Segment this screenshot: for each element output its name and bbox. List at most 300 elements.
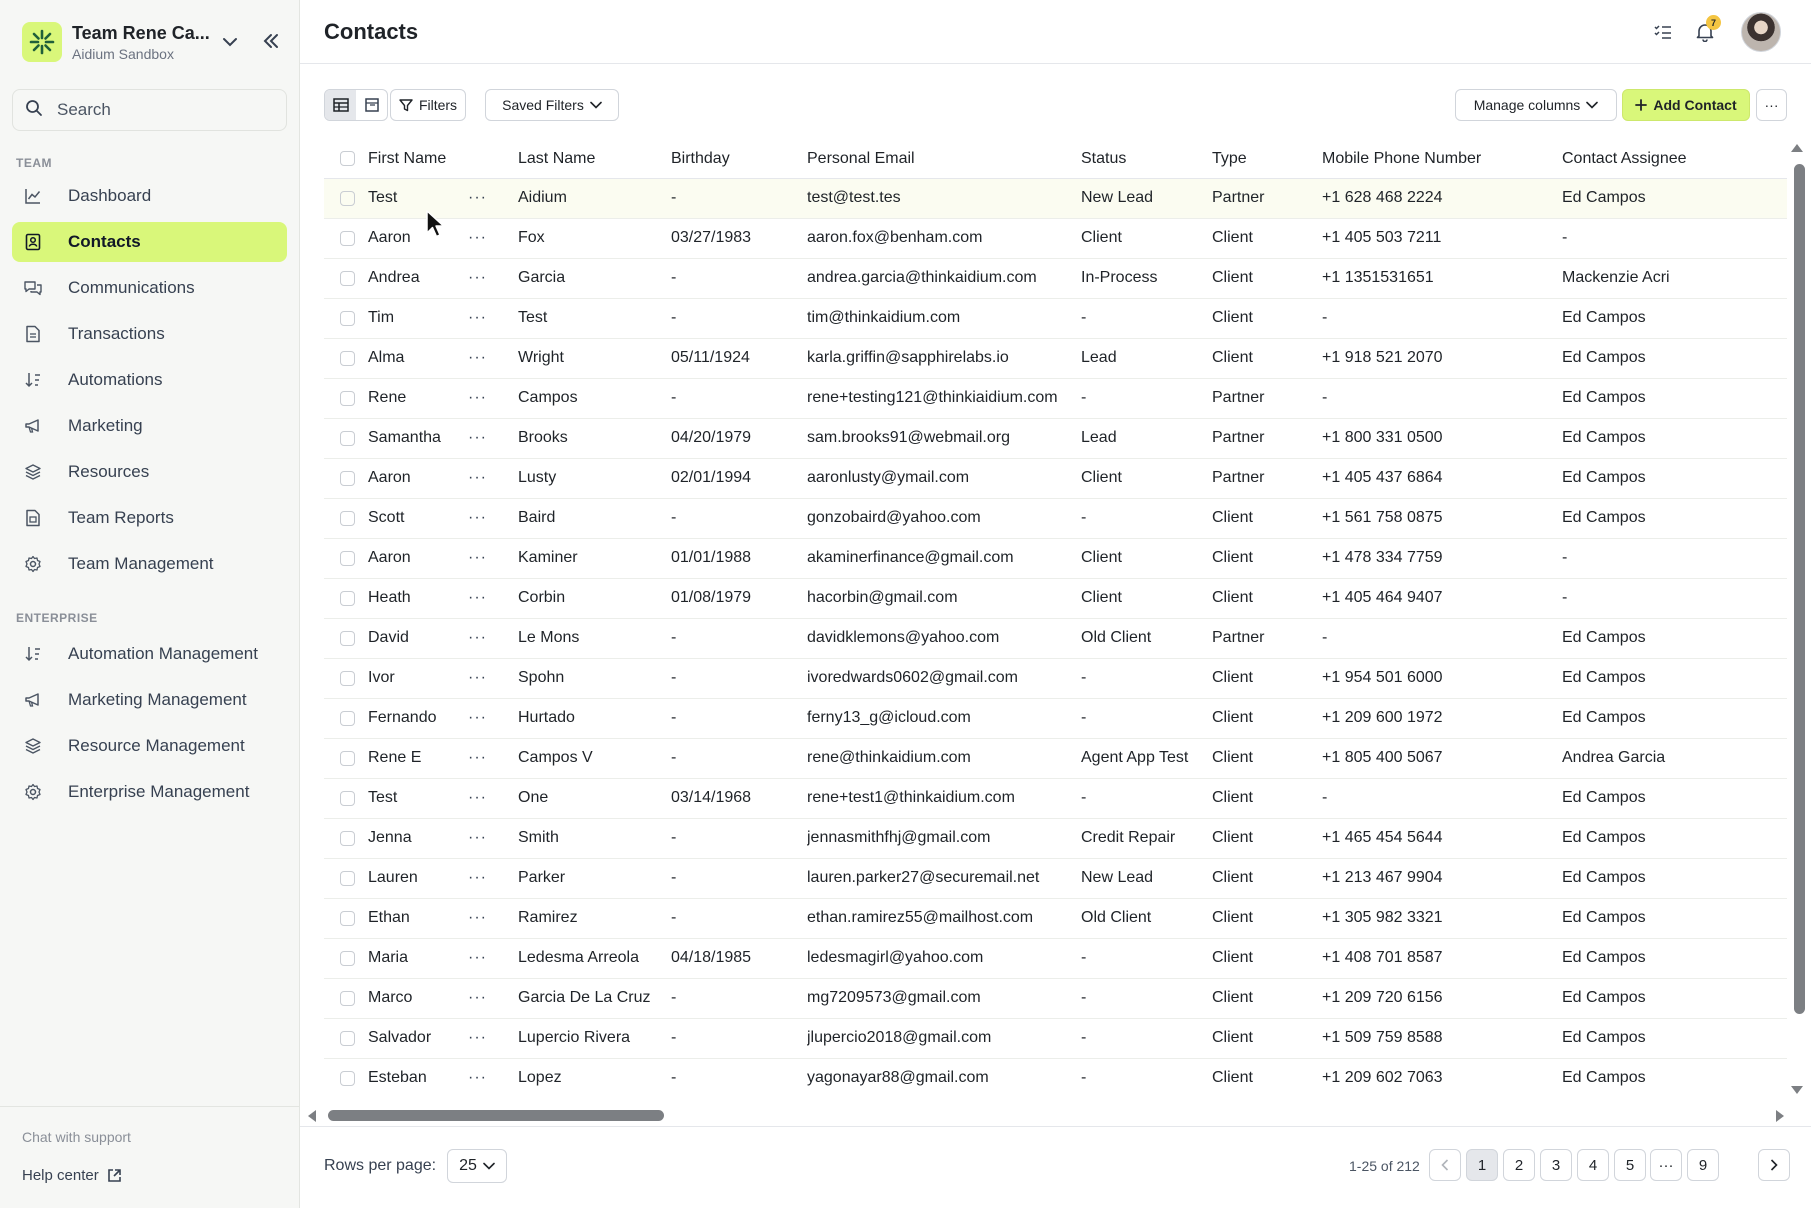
table-cell: 03/14/1968 [671, 778, 807, 818]
table-row[interactable] [324, 218, 1787, 258]
table-cell: Client [1212, 1018, 1322, 1058]
column-header-spacer [468, 140, 518, 178]
table-cell: Client [1212, 298, 1322, 338]
horizontal-scroll-thumb[interactable] [328, 1110, 664, 1121]
table-cell: Ed Campos [1562, 378, 1787, 418]
chevron-left-icon [1441, 1159, 1449, 1171]
sidebar-item-transactions[interactable] [12, 314, 287, 354]
prev-page-button[interactable] [1429, 1149, 1461, 1181]
sidebar-item-contacts[interactable] [12, 222, 287, 262]
row-actions-icon[interactable]: ··· [468, 869, 487, 886]
chevron-down-icon[interactable] [220, 32, 240, 52]
sidebar [0, 0, 300, 1208]
page-button[interactable]: 2 [1503, 1149, 1535, 1181]
table-cell: Aaron [368, 218, 468, 258]
team-switcher[interactable] [22, 20, 292, 64]
table-cell: Scott [368, 498, 468, 538]
table-cell: Partner [1212, 458, 1322, 498]
chat-support-link[interactable]: Chat with support [22, 1129, 131, 1145]
row-select-cell [324, 1018, 368, 1058]
table-cell: - [671, 1058, 807, 1096]
table-cell: tim@thinkaidium.com [807, 298, 1081, 338]
table-cell: - [1081, 978, 1212, 1018]
table-row[interactable] [324, 378, 1787, 418]
sidebar-item-label: Team Management [68, 554, 214, 573]
table-row[interactable] [324, 1018, 1787, 1058]
sidebar-item-dashboard[interactable] [12, 176, 287, 216]
table-cell: New Lead [1081, 178, 1212, 218]
row-actions-cell [468, 738, 518, 778]
table-cell: - [1081, 938, 1212, 978]
table-toolbar [324, 89, 1787, 121]
table-cell: +1 209 600 1972 [1322, 698, 1562, 738]
sidebar-item-label: Automations [68, 370, 163, 389]
row-select-cell [324, 818, 368, 858]
report-icon [22, 507, 44, 529]
table-cell: - [1322, 778, 1562, 818]
row-select-cell [324, 498, 368, 538]
table-cell: +1 405 464 9407 [1322, 578, 1562, 618]
column-header[interactable]: Mobile Phone Number [1322, 140, 1562, 178]
row-checkbox[interactable] [340, 271, 355, 286]
table-cell: +1 305 982 3321 [1322, 898, 1562, 938]
row-checkbox[interactable] [340, 831, 355, 846]
table-cell: Partner [1212, 178, 1322, 218]
table-cell: Client [1212, 1058, 1322, 1096]
card-view-icon[interactable] [356, 90, 387, 120]
table-cell: In-Process [1081, 258, 1212, 298]
page-button[interactable]: 3 [1540, 1149, 1572, 1181]
enterprise-nav [12, 634, 287, 818]
table-cell: Aaron [368, 458, 468, 498]
page-button[interactable]: 5 [1614, 1149, 1646, 1181]
row-actions-icon[interactable]: ··· [468, 749, 487, 766]
row-actions-icon[interactable]: ··· [468, 269, 487, 286]
table-cell: Partner [1212, 418, 1322, 458]
add-contact-button[interactable] [1622, 89, 1750, 121]
table-cell: +1 405 503 7211 [1322, 218, 1562, 258]
table-row[interactable] [324, 1058, 1787, 1096]
more-options-button[interactable] [1756, 89, 1787, 121]
gear-icon [22, 553, 44, 575]
row-actions-cell [468, 578, 518, 618]
row-actions-icon[interactable]: ··· [468, 349, 487, 366]
table-cell: Agent App Test [1081, 738, 1212, 778]
row-checkbox[interactable] [340, 671, 355, 686]
table-cell: Ed Campos [1562, 298, 1787, 338]
table-cell: Client [1212, 498, 1322, 538]
table-cell: +1 209 720 6156 [1322, 978, 1562, 1018]
table-cell: - [1081, 378, 1212, 418]
row-actions-cell [468, 258, 518, 298]
table-cell: Lauren [368, 858, 468, 898]
row-actions-cell [468, 418, 518, 458]
table-cell: Andrea [368, 258, 468, 298]
row-select-cell [324, 538, 368, 578]
mouse-cursor-icon [425, 209, 447, 239]
table-cell: Ed Campos [1562, 658, 1787, 698]
table-cell: ethan.ramirez55@mailhost.com [807, 898, 1081, 938]
column-header[interactable]: Birthday [671, 140, 807, 178]
page-ellipsis-button[interactable]: ··· [1650, 1149, 1682, 1181]
next-page-button[interactable] [1758, 1149, 1790, 1181]
row-actions-icon[interactable]: ··· [468, 709, 487, 726]
table-row[interactable] [324, 298, 1787, 338]
table-row[interactable] [324, 258, 1787, 298]
table-cell: Client [1212, 578, 1322, 618]
document-icon [22, 323, 44, 345]
row-checkbox[interactable] [340, 711, 355, 726]
table-row[interactable] [324, 738, 1787, 778]
table-cell: Ed Campos [1562, 938, 1787, 978]
table-cell: +1 478 334 7759 [1322, 538, 1562, 578]
table-cell: - [671, 498, 807, 538]
table-cell: Fernando [368, 698, 468, 738]
row-actions-icon[interactable]: ··· [468, 829, 487, 846]
table-cell: - [1562, 538, 1787, 578]
table-row[interactable] [324, 858, 1787, 898]
manage-columns-button[interactable] [1455, 89, 1617, 121]
row-checkbox[interactable] [340, 1031, 355, 1046]
table-cell: +1 509 759 8588 [1322, 1018, 1562, 1058]
sidebar-item-automations[interactable] [12, 360, 287, 400]
table-cell: Ed Campos [1562, 458, 1787, 498]
table-cell: jlupercio2018@gmail.com [807, 1018, 1081, 1058]
sidebar-item-label: Marketing Management [68, 690, 247, 709]
table-cell: Alma [368, 338, 468, 378]
table-row[interactable] [324, 578, 1787, 618]
table-row[interactable] [324, 618, 1787, 658]
table-cell: Rene E [368, 738, 468, 778]
table-cell: Ed Campos [1562, 1018, 1787, 1058]
help-center-link[interactable] [22, 1167, 300, 1184]
table-cell: Test [368, 178, 468, 218]
table-cell: Jenna [368, 818, 468, 858]
row-actions-icon[interactable]: ··· [468, 629, 487, 646]
row-actions-cell [468, 778, 518, 818]
row-checkbox[interactable] [340, 631, 355, 646]
table-cell: +1 628 468 2224 [1322, 178, 1562, 218]
table-row[interactable] [324, 498, 1787, 538]
table-cell: Lopez [518, 1058, 671, 1096]
row-actions-cell [468, 978, 518, 1018]
top-bar [300, 0, 1811, 64]
table-cell: - [671, 258, 807, 298]
table-row[interactable] [324, 338, 1787, 378]
column-header[interactable]: Contact Assignee [1562, 140, 1787, 178]
row-select-cell [324, 1058, 368, 1096]
sidebar-item-label: Resources [68, 462, 150, 481]
row-actions-icon[interactable]: ··· [468, 429, 487, 446]
page-button[interactable]: 4 [1577, 1149, 1609, 1181]
row-select-cell [324, 618, 368, 658]
row-actions-icon[interactable]: ··· [468, 789, 487, 806]
team-subtitle: Aidium Sandbox [72, 45, 174, 62]
table-row[interactable] [324, 538, 1787, 578]
sidebar-item-resource-management[interactable] [12, 726, 287, 766]
sidebar-item-resources[interactable] [12, 452, 287, 492]
sidebar-item-label: Team Reports [68, 508, 174, 527]
table-cell: - [671, 738, 807, 778]
row-checkbox[interactable] [340, 471, 355, 486]
checklist-icon[interactable] [1649, 18, 1677, 46]
column-header[interactable]: Last Name [518, 140, 671, 178]
column-header[interactable]: First Name [368, 140, 468, 178]
row-select-cell [324, 898, 368, 938]
table-row[interactable] [324, 778, 1787, 818]
chevron-right-icon [1770, 1159, 1778, 1171]
table-row[interactable] [324, 818, 1787, 858]
row-actions-icon[interactable]: ··· [468, 589, 487, 606]
row-actions-cell [468, 298, 518, 338]
row-checkbox[interactable] [340, 231, 355, 246]
table-cell: aaron.fox@benham.com [807, 218, 1081, 258]
row-actions-icon[interactable]: ··· [468, 949, 487, 966]
team-name: Team Rene Ca... [72, 22, 210, 43]
table-cell: Client [1212, 658, 1322, 698]
table-cell: Lupercio Rivera [518, 1018, 671, 1058]
table-cell: 05/11/1924 [671, 338, 807, 378]
table-cell: - [1081, 778, 1212, 818]
row-actions-icon[interactable]: ··· [468, 1069, 487, 1086]
row-actions-icon[interactable]: ··· [468, 669, 487, 686]
table-cell: Client [1212, 698, 1322, 738]
sidebar-footer [0, 1106, 300, 1184]
table-header-row [324, 140, 1787, 178]
row-actions-cell [468, 178, 518, 218]
row-actions-cell [468, 618, 518, 658]
row-checkbox[interactable] [340, 351, 355, 366]
table-cell: Baird [518, 498, 671, 538]
table-cell: Ethan [368, 898, 468, 938]
row-actions-icon[interactable]: ··· [468, 189, 487, 206]
table-cell: Client [1081, 458, 1212, 498]
table-cell: - [1322, 618, 1562, 658]
table-cell: ferny13_g@icloud.com [807, 698, 1081, 738]
table-cell: Client [1212, 898, 1322, 938]
table-cell: Old Client [1081, 898, 1212, 938]
chevron-down-icon [590, 101, 602, 109]
row-checkbox[interactable] [340, 1071, 355, 1086]
saved-filters-button[interactable] [485, 89, 619, 121]
filters-label: Filters [418, 97, 458, 113]
table-cell: - [671, 658, 807, 698]
table-cell: 01/01/1988 [671, 538, 807, 578]
table-cell: Ed Campos [1562, 978, 1787, 1018]
sidebar-item-team-reports[interactable] [12, 498, 287, 538]
table-cell: Mackenzie Acri [1562, 258, 1787, 298]
sidebar-item-enterprise-management[interactable] [12, 772, 287, 812]
row-actions-icon[interactable]: ··· [468, 909, 487, 926]
table-cell: Client [1212, 218, 1322, 258]
table-cell: +1 800 331 0500 [1322, 418, 1562, 458]
table-cell: - [671, 818, 807, 858]
table-cell: Ed Campos [1562, 698, 1787, 738]
table-cell: - [671, 378, 807, 418]
row-checkbox[interactable] [340, 791, 355, 806]
row-checkbox[interactable] [340, 951, 355, 966]
table-cell: - [671, 298, 807, 338]
table-cell: - [1081, 1058, 1212, 1096]
row-actions-icon[interactable]: ··· [468, 389, 487, 406]
avatar[interactable] [1741, 12, 1781, 52]
table-cell: sam.brooks91@webmail.org [807, 418, 1081, 458]
row-select-cell [324, 578, 368, 618]
row-actions-cell [468, 698, 518, 738]
row-checkbox[interactable] [340, 431, 355, 446]
table-cell: Client [1212, 538, 1322, 578]
row-actions-icon[interactable]: ··· [468, 989, 487, 1006]
row-actions-cell [468, 458, 518, 498]
table-cell: +1 465 454 5644 [1322, 818, 1562, 858]
table-cell: Credit Repair [1081, 818, 1212, 858]
search-input[interactable] [57, 100, 267, 120]
table-cell: Hurtado [518, 698, 671, 738]
external-link-icon [107, 1168, 122, 1183]
table-cell: jennasmithfhj@gmail.com [807, 818, 1081, 858]
row-checkbox[interactable] [340, 511, 355, 526]
row-actions-cell [468, 658, 518, 698]
page-button[interactable]: 9 [1687, 1149, 1719, 1181]
table-cell: Ed Campos [1562, 858, 1787, 898]
sidebar-item-marketing-management[interactable] [12, 680, 287, 720]
row-checkbox[interactable] [340, 551, 355, 566]
row-checkbox[interactable] [340, 191, 355, 206]
table-cell: Aaron [368, 538, 468, 578]
row-checkbox[interactable] [340, 751, 355, 766]
row-actions-cell [468, 1058, 518, 1096]
row-actions-icon[interactable]: ··· [468, 229, 487, 246]
saved-filters-label: Saved Filters [502, 97, 584, 113]
table-row[interactable] [324, 898, 1787, 938]
filter-icon [399, 98, 413, 112]
team-logo-icon [22, 22, 62, 62]
bell-icon[interactable] [1691, 18, 1719, 46]
column-header[interactable]: Personal Email [807, 140, 1081, 178]
table-cell: - [671, 978, 807, 1018]
column-header[interactable]: Type [1212, 140, 1322, 178]
column-header[interactable]: Status [1081, 140, 1212, 178]
table-cell: Esteban [368, 1058, 468, 1096]
table-cell: Client [1212, 778, 1322, 818]
table-cell: Brooks [518, 418, 671, 458]
sidebar-item-automation-management[interactable] [12, 634, 287, 674]
table-cell: Maria [368, 938, 468, 978]
row-checkbox[interactable] [340, 591, 355, 606]
team-nav [12, 176, 287, 590]
row-actions-icon[interactable]: ··· [468, 549, 487, 566]
table-cell: Client [1081, 538, 1212, 578]
rows-per-page-value: 25 [459, 1157, 477, 1174]
table-cell: ivoredwards0602@gmail.com [807, 658, 1081, 698]
row-select-cell [324, 338, 368, 378]
table-cell: davidklemons@yahoo.com [807, 618, 1081, 658]
table-cell: Ed Campos [1562, 1058, 1787, 1096]
search-box[interactable] [12, 89, 287, 131]
row-select-cell [324, 698, 368, 738]
table-cell: - [671, 1018, 807, 1058]
row-checkbox[interactable] [340, 871, 355, 886]
row-select-cell [324, 978, 368, 1018]
table-cell: test@test.tes [807, 178, 1081, 218]
table-cell: Garcia [518, 258, 671, 298]
row-checkbox[interactable] [340, 991, 355, 1006]
sidebar-item-team-management[interactable] [12, 544, 287, 584]
select-all-checkbox[interactable] [340, 151, 355, 166]
table-cell: Client [1081, 578, 1212, 618]
table-cell: - [671, 698, 807, 738]
vertical-scroll-thumb[interactable] [1794, 164, 1805, 1014]
table-row[interactable] [324, 418, 1787, 458]
table-cell: Spohn [518, 658, 671, 698]
table-cell: Ramirez [518, 898, 671, 938]
scroll-right-icon[interactable] [1774, 1109, 1786, 1123]
row-actions-icon[interactable]: ··· [468, 1029, 487, 1046]
table-cell: Old Client [1081, 618, 1212, 658]
scroll-up-icon[interactable] [1790, 142, 1804, 154]
row-checkbox[interactable] [340, 311, 355, 326]
table-row[interactable] [324, 458, 1787, 498]
table-view-icon[interactable] [325, 90, 356, 120]
row-checkbox[interactable] [340, 911, 355, 926]
table-cell: - [1322, 378, 1562, 418]
table-cell: +1 405 437 6864 [1322, 458, 1562, 498]
table-cell: Tim [368, 298, 468, 338]
table-cell: Client [1212, 338, 1322, 378]
table-cell: Rene [368, 378, 468, 418]
sidebar-item-marketing[interactable] [12, 406, 287, 446]
table-cell: - [1562, 578, 1787, 618]
table-cell: Corbin [518, 578, 671, 618]
scroll-left-icon[interactable] [306, 1109, 318, 1123]
table-row[interactable] [324, 938, 1787, 978]
gear-icon [22, 781, 44, 803]
row-checkbox[interactable] [340, 391, 355, 406]
row-actions-cell [468, 538, 518, 578]
table-cell: Ed Campos [1562, 418, 1787, 458]
table-cell: David [368, 618, 468, 658]
row-actions-cell [468, 858, 518, 898]
table-row[interactable] [324, 658, 1787, 698]
pagination-bar [300, 1126, 1811, 1208]
row-actions-icon[interactable]: ··· [468, 469, 487, 486]
sidebar-item-label: Communications [68, 278, 195, 297]
rows-per-page-select[interactable] [447, 1149, 507, 1183]
table-cell: Client [1212, 818, 1322, 858]
table-cell: +1 954 501 6000 [1322, 658, 1562, 698]
collapse-sidebar-icon[interactable] [258, 28, 284, 54]
scroll-down-icon[interactable] [1790, 1084, 1804, 1096]
chevron-down-icon [1586, 101, 1598, 109]
table-cell: Ed Campos [1562, 338, 1787, 378]
page-button[interactable]: 1 [1466, 1149, 1498, 1181]
table-cell: aaronlusty@ymail.com [807, 458, 1081, 498]
table-row[interactable] [324, 178, 1787, 218]
row-actions-icon[interactable]: ··· [468, 309, 487, 326]
sidebar-item-communications[interactable] [12, 268, 287, 308]
table-cell: Lusty [518, 458, 671, 498]
row-select-cell [324, 458, 368, 498]
table-cell: Kaminer [518, 538, 671, 578]
row-actions-cell [468, 378, 518, 418]
table-cell: Wright [518, 338, 671, 378]
table-row[interactable] [324, 698, 1787, 738]
table-cell: Lead [1081, 418, 1212, 458]
row-actions-icon[interactable]: ··· [468, 509, 487, 526]
notification-badge: 7 [1706, 15, 1721, 30]
table-row[interactable] [324, 978, 1787, 1018]
filters-button[interactable] [390, 89, 466, 121]
